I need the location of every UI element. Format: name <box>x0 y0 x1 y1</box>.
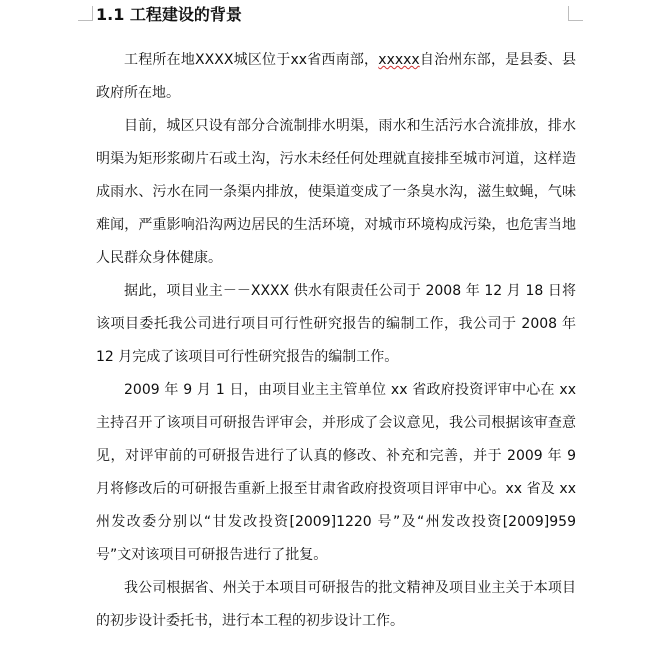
paragraph-1-text-a: 工程所在地XXXX城区位于xx省西南部， <box>124 52 379 68</box>
paragraph-4: 2009 年 9 月 1 日，由项目业主主管单位 xx 省政府投资评审中心在 xx 主持召开了该项目可研报告评审会，并形成了会议意见，我公司根据该审查意见，对评审前的可研报告进行了认真的修改、补充和完善，并于 2009 年 9 月将修改后的可研报告重新上报至甘肃省政府投资项目评审中心。xx 省及 xx 州发改委分别以“甘发改投资[2009]1220 号”及“州发改投资[2009]959 号”文对该项目可研报告进行了批复。 <box>96 382 576 563</box>
paragraph-3: 据此，项目业主－－XXXX 供水有限责任公司于 2008 年 12 月 18 日将该项目委托我公司进行项目可行性研究报告的编制工作，我公司于 2008 年 12 月完成了该项目可行性研究报告的编制工作。 <box>96 283 576 365</box>
paragraph-2: 目前，城区只设有部分合流制排水明渠，雨水和生活污水合流排放，排水明渠为矩形浆砌片石或土沟，污水未经任何处理就直接排至城市河道，这样造成雨水、污水在同一条渠内排放，使渠道变成了一条臭水沟，滋生蚊蝇，气味难闻，严重影响沿沟两边居民的生活环境，对城市环境构成污染，也危害当地人民群众身体健康。 <box>96 118 576 266</box>
body-text <box>96 44 576 638</box>
section-heading: 1.1 工程建设的背景 <box>96 5 242 24</box>
paragraph-1 <box>96 44 576 110</box>
margin-corner-mark-right <box>568 6 583 21</box>
spellcheck-flagged-word: xxxxx <box>378 52 420 68</box>
margin-corner-mark-left <box>78 6 93 21</box>
paragraph-1-text-c: 自治州东部，是县委、县政府所在地。 <box>96 52 577 101</box>
paragraph-5: 我公司根据省、州关于本项目可研报告的批文精神及项目业主关于本项目的初步设计委托书，进行本工程的初步设计工作。 <box>96 580 576 629</box>
